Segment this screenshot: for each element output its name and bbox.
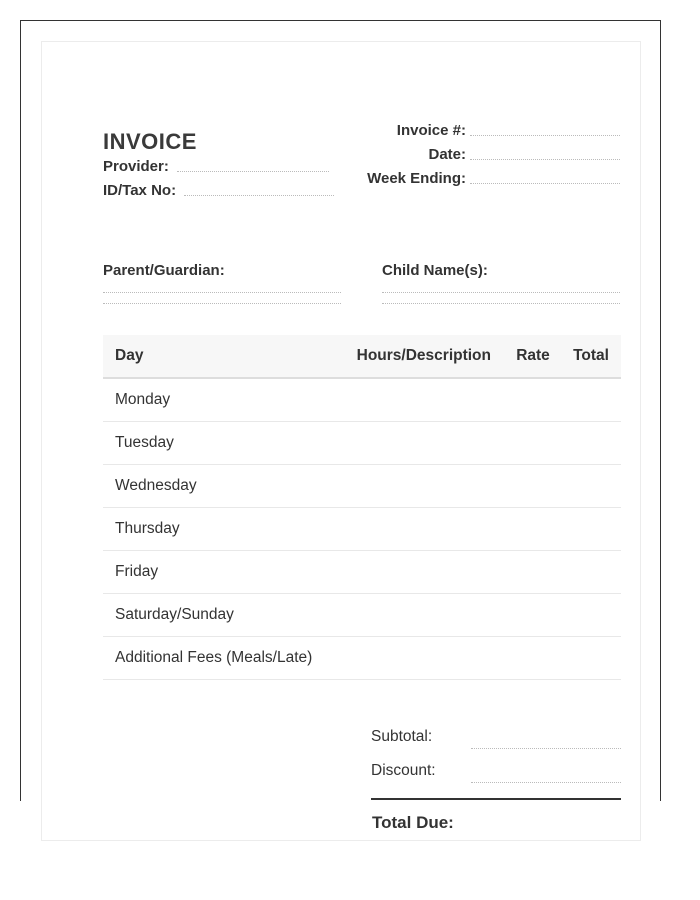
table-row bbox=[103, 637, 621, 680]
total-cell[interactable] bbox=[561, 378, 621, 422]
day-cell: Monday bbox=[103, 378, 315, 422]
column-header-day: Day bbox=[103, 335, 315, 378]
discount-field[interactable] bbox=[471, 782, 621, 783]
total-due-label: Total Due: bbox=[372, 813, 454, 832]
table-row bbox=[103, 422, 621, 465]
column-header-total: Total bbox=[561, 335, 621, 378]
parent-guardian-label: Parent/Guardian: bbox=[103, 262, 225, 279]
subtotal-field[interactable] bbox=[471, 748, 621, 749]
child-names-label: Child Name(s): bbox=[382, 262, 488, 279]
id-tax-field[interactable] bbox=[184, 195, 334, 196]
rate-cell[interactable] bbox=[505, 637, 561, 680]
day-cell: Tuesday bbox=[103, 422, 315, 465]
discount-label: Discount: bbox=[371, 762, 436, 779]
total-divider bbox=[371, 798, 621, 800]
date-label: Date: bbox=[428, 146, 466, 163]
table-row bbox=[103, 465, 621, 508]
total-cell[interactable] bbox=[561, 465, 621, 508]
total-cell[interactable] bbox=[561, 422, 621, 465]
day-cell: Wednesday bbox=[103, 465, 315, 508]
table-row bbox=[103, 378, 621, 422]
date-field[interactable] bbox=[470, 159, 620, 160]
child-names-field-2[interactable] bbox=[382, 303, 620, 304]
parent-guardian-field-1[interactable] bbox=[103, 292, 341, 293]
total-cell[interactable] bbox=[561, 594, 621, 637]
hours-cell[interactable] bbox=[315, 508, 505, 551]
rate-cell[interactable] bbox=[505, 422, 561, 465]
total-cell[interactable] bbox=[561, 637, 621, 680]
document-frame bbox=[20, 20, 661, 832]
column-header-rate: Rate bbox=[505, 335, 561, 378]
table-row bbox=[103, 551, 621, 594]
table-header-row bbox=[103, 335, 621, 378]
invoice-number-field[interactable] bbox=[470, 135, 620, 136]
provider-label: Provider: bbox=[103, 158, 169, 175]
child-names-field-1[interactable] bbox=[382, 292, 620, 293]
table-row bbox=[103, 594, 621, 637]
invoice-number-label: Invoice #: bbox=[396, 122, 466, 139]
hours-cell[interactable] bbox=[315, 422, 505, 465]
week-ending-field[interactable] bbox=[470, 183, 620, 184]
hours-cell[interactable] bbox=[315, 551, 505, 594]
hours-cell[interactable] bbox=[315, 637, 505, 680]
provider-field[interactable] bbox=[177, 171, 329, 172]
id-tax-label: ID/Tax No: bbox=[103, 182, 177, 199]
rate-cell[interactable] bbox=[505, 594, 561, 637]
hours-cell[interactable] bbox=[315, 378, 505, 422]
subtotal-label: Subtotal: bbox=[371, 728, 433, 745]
column-header-hours-description: Hours/Description bbox=[315, 335, 505, 378]
parent-guardian-field-2[interactable] bbox=[103, 303, 341, 304]
invoice-title: INVOICE bbox=[103, 129, 197, 154]
day-cell: Additional Fees (Meals/Late) bbox=[103, 637, 315, 680]
rate-cell[interactable] bbox=[505, 508, 561, 551]
table-row bbox=[103, 508, 621, 551]
day-cell: Thursday bbox=[103, 508, 315, 551]
week-ending-label: Week Ending: bbox=[367, 170, 466, 187]
day-cell: Saturday/Sunday bbox=[103, 594, 315, 637]
hours-cell[interactable] bbox=[315, 465, 505, 508]
rate-cell[interactable] bbox=[505, 378, 561, 422]
day-cell: Friday bbox=[103, 551, 315, 594]
rate-cell[interactable] bbox=[505, 465, 561, 508]
total-cell[interactable] bbox=[561, 551, 621, 594]
total-cell[interactable] bbox=[561, 508, 621, 551]
invoice-sheet bbox=[41, 41, 641, 841]
hours-cell[interactable] bbox=[315, 594, 505, 637]
rate-cell[interactable] bbox=[505, 551, 561, 594]
fees-table bbox=[103, 335, 621, 680]
